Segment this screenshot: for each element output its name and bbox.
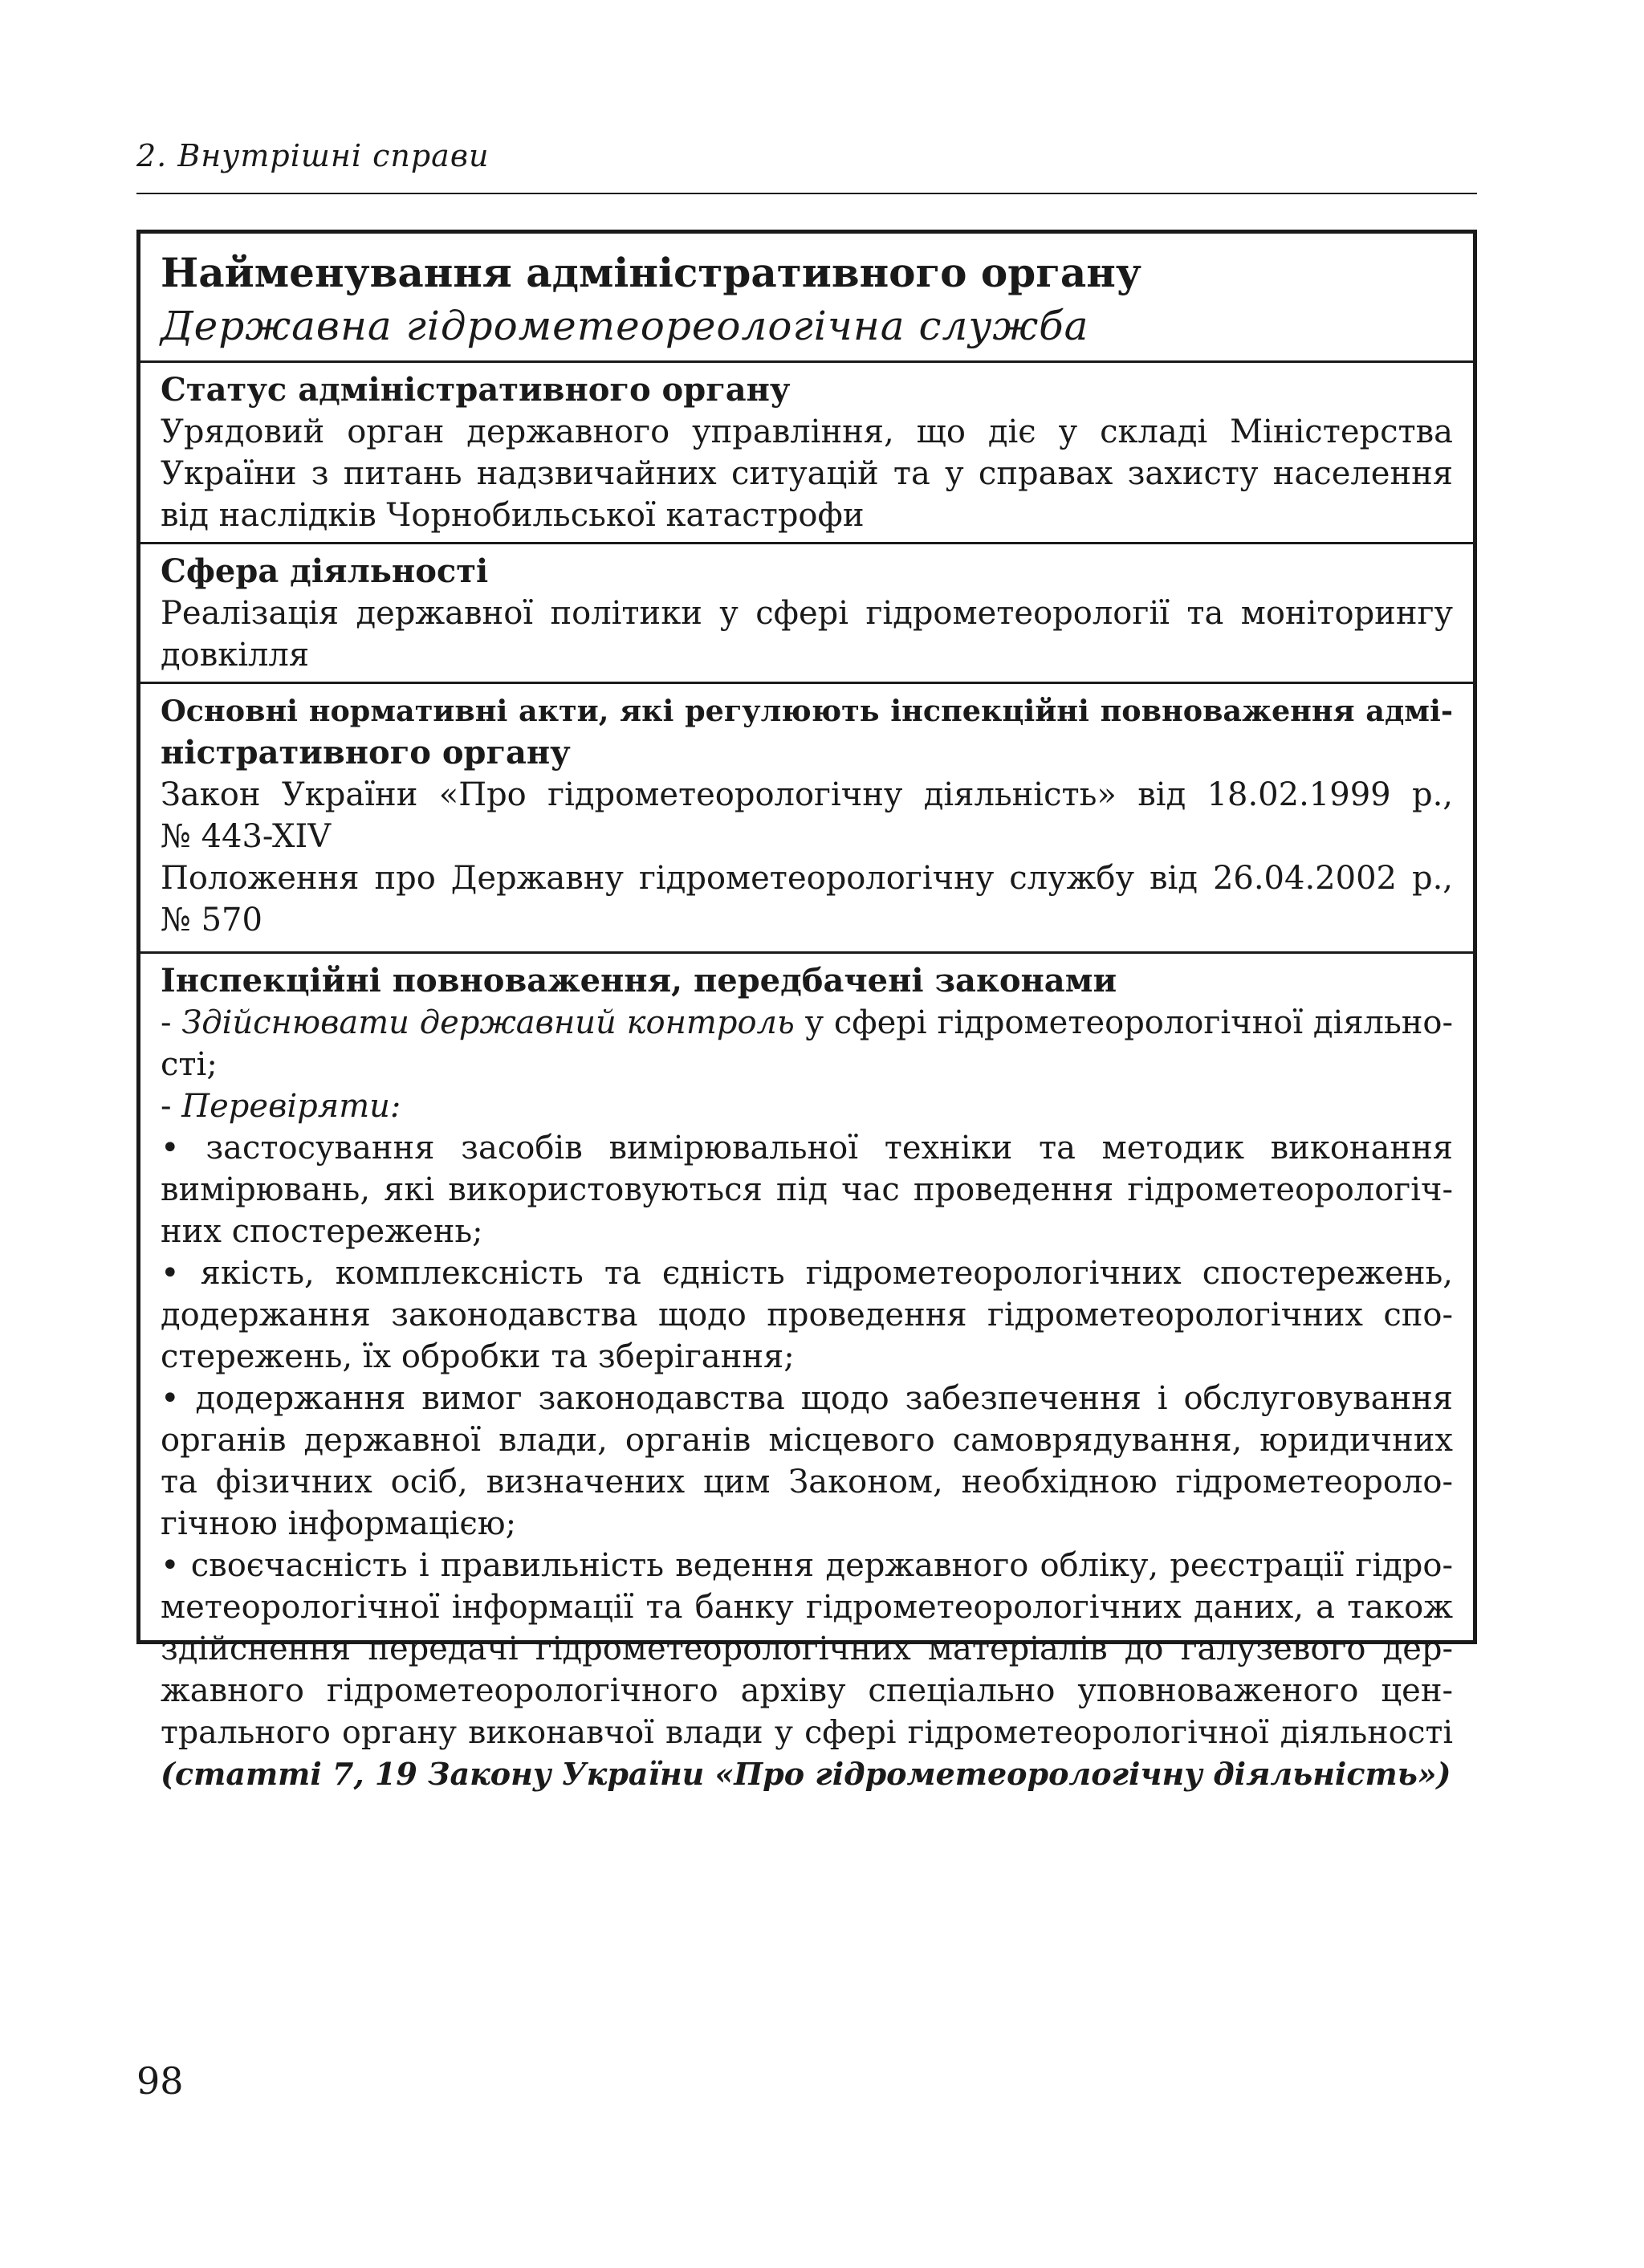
bullet-line: метеорологічної інформації та банку гідрометеорологічних даних, а також: [161, 1589, 1453, 1626]
act-line: № 443-XIV: [161, 818, 332, 855]
organ-name-value: Державна гідрометеореологічна служба: [161, 303, 1089, 349]
sphere-line: Реалізація державної політики у сфері гідрометеорології та моніторингу: [161, 595, 1453, 632]
bullet-line: • своєчасність і правильність ведення державного обліку, реєстрації гідро-: [161, 1547, 1453, 1584]
bullet-line: • якість, комплексність та єдність гідрометеорологічних спостережень,: [161, 1255, 1453, 1292]
bullet-line: вимірювань, які використовуються під час проведення гідрометеорологіч-: [161, 1171, 1453, 1208]
sphere-label: Сфера діяльності: [161, 552, 489, 590]
cell-organ-name: [140, 234, 1473, 360]
acts-label: ністративного органу: [161, 734, 571, 772]
cell-activity-sphere: [140, 542, 1473, 682]
cell-organ-status: [140, 360, 1473, 542]
item-dash: -: [161, 1004, 182, 1041]
bullet-line: здійснення передачі гідрометеорологічних матеріалів до галузевого дер-: [161, 1631, 1453, 1667]
header-rule: [136, 193, 1477, 194]
bullet-line: та фізичних осіб, визначених цим Законом, необхідною гідрометеороло-: [161, 1464, 1453, 1500]
act-line: Закон України «Про гідрометеорологічну діяльність» від 18.02.1999 р.,: [161, 776, 1453, 813]
item-italic: Перевіряти:: [181, 1088, 401, 1125]
item-rest: у сфері гідрометеорологічної діяльно-: [794, 1004, 1453, 1041]
status-label: Статус адміністративного органу: [161, 371, 791, 409]
status-line: України з питань надзвичайних ситуацій та у справах захисту населення: [161, 455, 1453, 492]
sphere-line: довкілля: [161, 637, 310, 674]
bullet-line: • додержання вимог законодавства щодо забезпечення і обслуговування: [161, 1380, 1453, 1417]
cell-normative-acts: [140, 682, 1473, 951]
running-head: 2. Внутрішні справи: [136, 138, 490, 173]
bullet-line: них спостережень;: [161, 1213, 483, 1250]
bullet-line: додержання законодавства щодо проведення гідрометеорологічних спо-: [161, 1297, 1453, 1334]
power-item: [161, 1002, 1453, 1044]
item-italic: Здійснювати державний контроль: [181, 1004, 795, 1041]
power-item: [161, 1085, 1453, 1127]
bullet-line: гічною інформацією;: [161, 1505, 517, 1542]
bullet-line: органів державної влади, органів місцевого самоврядування, юридичних: [161, 1422, 1453, 1459]
page-number: 98: [136, 2059, 184, 2103]
organ-name-label: Найменування адміністративного органу: [161, 249, 1141, 296]
cell-inspection-powers: [140, 951, 1473, 1792]
bullet-line: трального органу виконавчої влади у сфері гідрометеорологічної діяльності: [161, 1714, 1453, 1751]
bullet-line: • застосування засобів вимірювальної техніки та методик виконання: [161, 1130, 1453, 1167]
law-citation: (статті 7, 19 Закону України «Про гідрометеорологічну діяльність»): [161, 1756, 1451, 1792]
acts-label: Основні нормативні акти, які регулюють інспекційні повноваження адмі-: [161, 694, 1453, 728]
item-dash: -: [161, 1088, 182, 1125]
bullet-line: стережень, їх обробки та зберігання;: [161, 1338, 795, 1375]
status-line: від наслідків Чорнобильської катастрофи: [161, 497, 865, 534]
info-table: [136, 230, 1477, 1792]
status-line: Урядовий орган державного управління, що діє у складі Міністерства: [161, 413, 1453, 450]
act-line: Положення про Державну гідрометеорологічну службу від 26.04.2002 р.,: [161, 860, 1453, 897]
act-line: № 570: [161, 902, 262, 939]
powers-label: Інспекційні повноваження, передбачені законами: [161, 962, 1117, 1000]
bullet-line: жавного гідрометеорологічного архіву спеціально уповноваженого цен-: [161, 1672, 1453, 1709]
power-item-cont: сті;: [161, 1046, 218, 1083]
